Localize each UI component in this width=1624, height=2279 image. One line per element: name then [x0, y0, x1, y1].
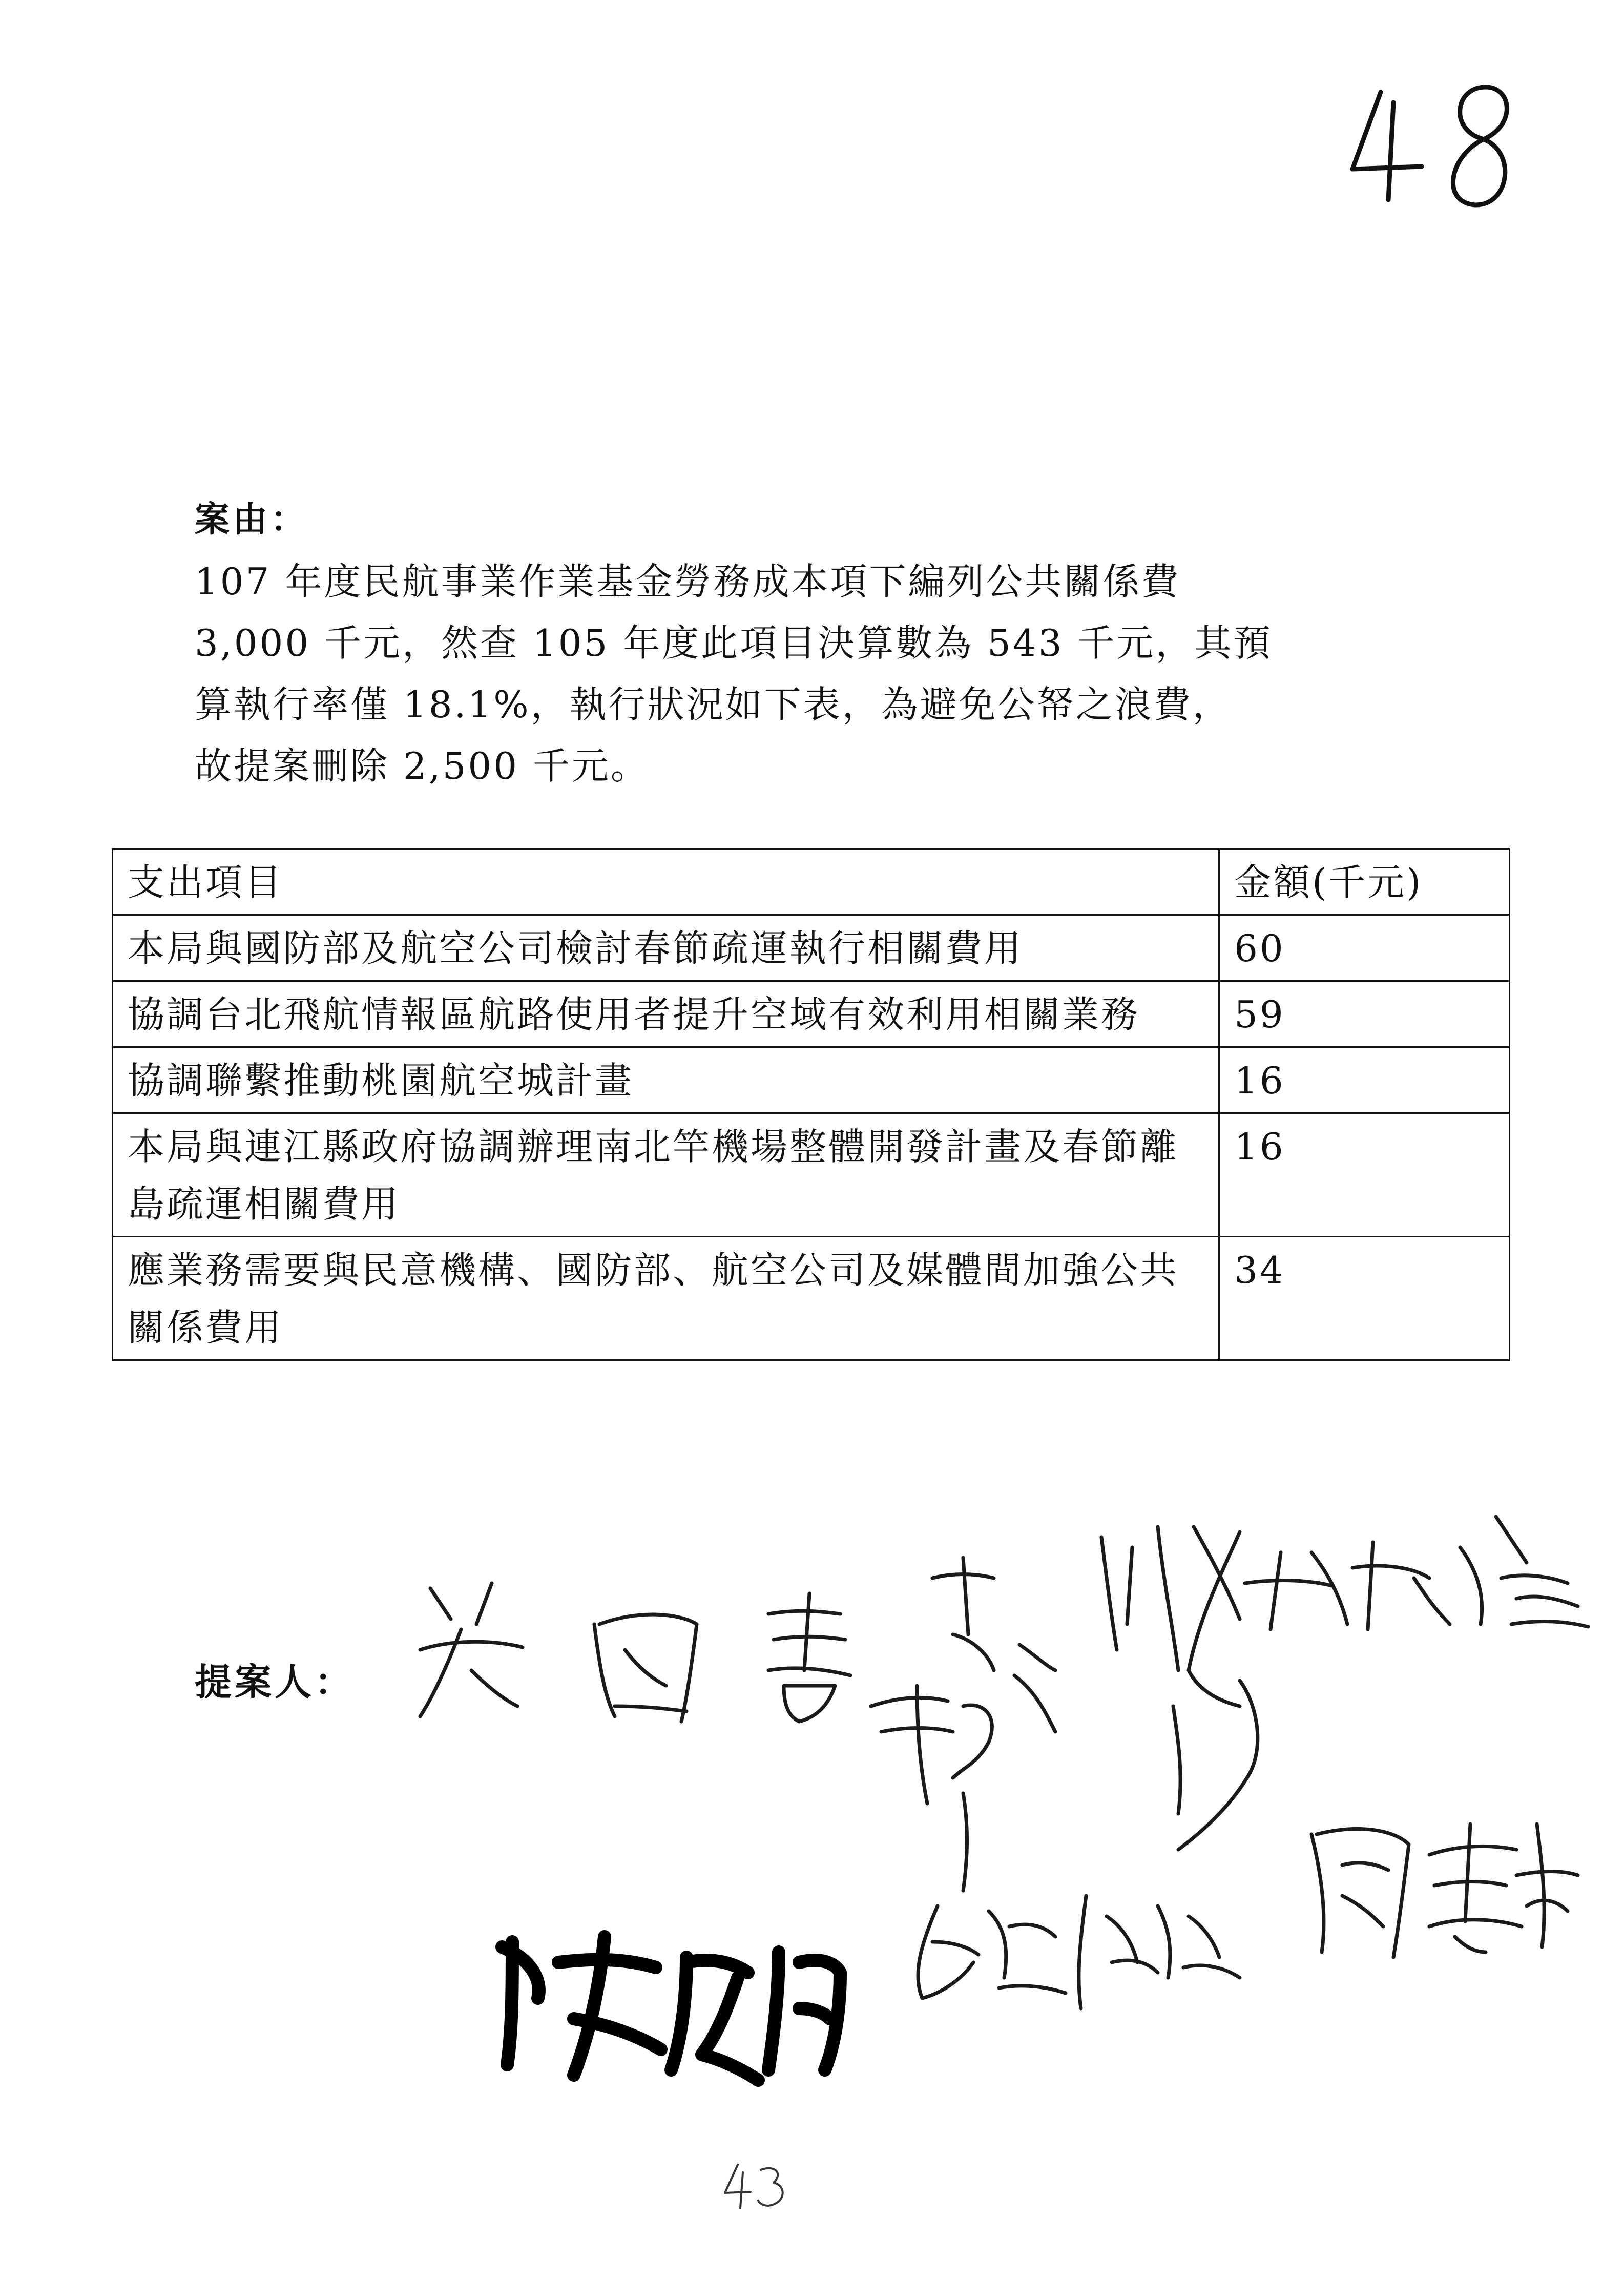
- expense-amount-cell: 60: [1219, 915, 1510, 981]
- table-row: [113, 1113, 1510, 1237]
- signature-5: [1245, 1517, 1588, 1629]
- signature-1: [420, 1583, 523, 1716]
- expense-amount-cell: 59: [1219, 981, 1510, 1047]
- handwritten-page-number: [717, 2157, 789, 2213]
- signature-4: [871, 1527, 1258, 1891]
- table-row: [113, 915, 1510, 981]
- expense-table: [112, 848, 1510, 1361]
- column-header-item: 支出項目: [113, 849, 1219, 915]
- reason-label: 案由：: [195, 499, 309, 540]
- signature-2: [594, 1614, 697, 1722]
- expense-item-cell: 本局與連江縣政府協調辦理南北竿機場整體開發計畫及春節離島疏運相關費用: [113, 1113, 1219, 1237]
- reason-paragraph: [195, 551, 1414, 797]
- column-header-amount: 金額(千元): [1219, 849, 1510, 915]
- reason-line: 算執行率僅 18.1%，執行狀況如下表，為避免公帑之浪費，: [195, 683, 1232, 726]
- expense-amount-cell: 16: [1219, 1113, 1510, 1237]
- signature-3: [768, 1593, 850, 1722]
- expense-amount-cell: 34: [1219, 1237, 1510, 1360]
- table-row: [113, 1237, 1510, 1360]
- table-header-row: [113, 849, 1510, 915]
- signature-6: [1311, 1824, 1578, 1957]
- reason-line: 3,000 千元，然查 105 年度此項目決算數為 543 千元，其預: [195, 621, 1273, 665]
- expense-item-cell: 本局與國防部及航空公司檢討春節疏運執行相關費用: [113, 915, 1219, 981]
- expense-item-cell: 協調聯繫推動桃園航空城計畫: [113, 1047, 1219, 1113]
- signature-8: [502, 1937, 840, 2080]
- signature-7: [918, 1896, 1240, 2008]
- proposer-label: 提案人：: [195, 1660, 355, 1704]
- handwritten-page-marker: [1332, 72, 1547, 225]
- table-row: [113, 1047, 1510, 1113]
- expense-amount-cell: 16: [1219, 1047, 1510, 1113]
- expense-item-cell: 應業務需要與民意機構、國防部、航空公司及媒體間加強公共關係費用: [113, 1237, 1219, 1360]
- reason-line: 故提案刪除 2,500 千元。: [195, 744, 650, 788]
- reason-line: 107 年度民航事業作業基金勞務成本項下編列公共關係費: [195, 560, 1181, 603]
- expense-item-cell: 協調台北飛航情報區航路使用者提升空域有效利用相關業務: [113, 981, 1219, 1047]
- table-row: [113, 981, 1510, 1047]
